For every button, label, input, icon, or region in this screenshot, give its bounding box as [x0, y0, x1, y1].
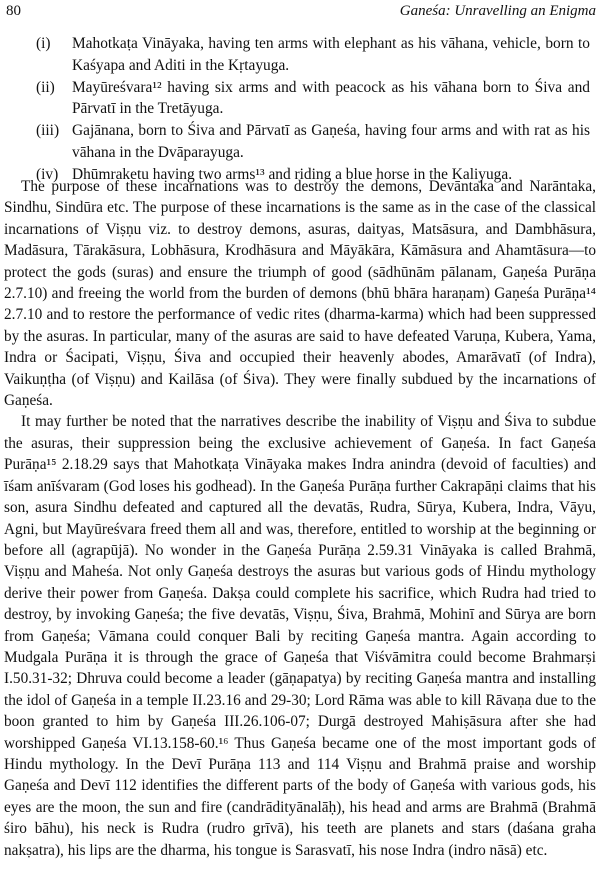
list-item	[0, 77, 600, 121]
page-number: 80	[6, 3, 21, 19]
body-text	[4, 176, 596, 861]
list-item-text: Gajānana, born to Śiva and Pārvatī as Gaṇeśa, having four arms and with rat as his vāhana in the Dvāparayuga.	[72, 122, 590, 161]
list-item-text: Mayūreśvara¹² having six arms and with peacock as his vāhana born to Śiva and Pārvatī in the Tretāyuga.	[72, 78, 590, 118]
list-item-number: (i)	[36, 35, 51, 52]
list-item-number: (ii)	[36, 78, 55, 96]
list-item-text: Mahotkaṭa Vināyaka, having ten arms with elephant as his vāhana, vehicle, born to Kaśyapa and Aditi in the Kṛtayuga.	[72, 35, 590, 74]
list-item-text: Dhūmraketu having two arms¹³ and riding a blue horse in the Kaliyuga.	[72, 165, 513, 183]
running-title: Ganeśa: Unravelling an Enigma	[399, 3, 596, 19]
list-item-number: (iv)	[36, 165, 59, 183]
list-item	[0, 120, 600, 164]
page-header	[0, 0, 600, 22]
list-item-number: (iii)	[36, 122, 60, 140]
incarnation-list	[0, 33, 600, 186]
list-item	[0, 33, 600, 77]
paragraph: It may further be noted that the narratives describe the inability of Viṣṇu and Śiva to subdue the asuras, their suppression being the exclusive achievement of Gaṇeśa. In fact Gaṇeśa Purāṇa¹⁵ 2.18.29 says that Mahotkaṭa Vināyaka makes Indra anindra (devoid of faculties) and īśam anīśvaram (God loses his godhead). In the Gaṇeśa Purāṇa further Cakrapāṇi claims that his son, asura Sindhu defeated and captured all the devatās, Rudra, Sūrya, Kubera, Indra, Vāyu, Agni, but Mayūreśvara freed them all and was, therefore, entitled to worship at the beginning or before all (agrapūjā). No wonder in the Gaṇeśa Purāṇa 2.59.31 Vināyaka is called Brahmā, Viṣṇu and Maheśa. Not only Gaṇeśa destroys the asuras but various gods of Hindu mythology derive their power from Gaṇeśa. Dakṣa could complete his sacrifice, which Rudra had tried to destroy, by invoking Gaṇeśa; the five devatās, Viṣṇu, Śiva, Brahmā, Mohinī and Sūrya are born from Gaṇeśa; Vāmana could conquer Bali by reciting Gaṇeśa mantra. Again according to Mudgala Purāṇa it is through the grace of Gaṇeśa that Viśvāmitra could become Brahmarṣi I.50.31-32; Dhruva could become a leader (gāṇapatya) by reciting Gaṇeśa mantra and installing the idol of Gaṇeśa in a temple II.23.16 and 29-30; Lord Rāma was able to kill Rāvaṇa due to the boon granted to him by Gaṇeśa III.26.106-07; Durgā destroyed Mahiṣāsura after she had worshipped Gaṇeśa VI.13.158-60.¹⁶ Thus Gaṇeśa became one of the most important gods of Hindu mythology. In the Devī Purāṇa 113 and 114 Viṣṇu and Brahmā praise and worship Gaṇeśa and Devī 112 identifies the different parts of the body of Gaṇeśa with various gods, his eyes are the moon, the sun and fire (candrādityānalāḥ), his head and arms are Brahmā (Brahmā śiro bāhu), his neck is Rudra (rudro grīvā), his teeth are planets and stars (daśana graha nakṣatra), his lips are the dharma, his tongue is Sarasvatī, his nose Indra (indro nāsā) etc.	[4, 413, 596, 859]
paragraph: The purpose of these incarnations was to destroy the demons, Devāntaka and Narāntaka, Sindhu, Sindūra etc. The purpose of these incarnations is the same as in the case of the classical incarnations of Viṣṇu viz. to destroy demons, asuras, daityas, Matsāsura, and Dambhāsura, Madāsura, Tārakāsura, Lobhāsura, Krodhāsura and Māyākāra, Kāmāsura and Ahamtāsura—to protect the gods (suras) and ensure the triumph of good (sādhūnām pālanam, Gaṇeśa Purāṇa 2.7.10) and freeing the world from the burden of demons (bhū bhāra haraṇam) Gaṇeśa Purāṇa¹⁴ 2.7.10 and to restore the performance of vedic rites (dharma-karma) which had been suppressed by the asuras. In particular, many of the asuras are said to have defeated Varuṇa, Kubera, Yama, Indra or Śacipati, Viṣṇu, Śiva and occupied their heavenly abodes, Amarāvatī (of Indra), Vaikuṇṭha (of Viṣṇu) and Kailāsa (of Śiva). They were finally subdued by the incarnations of Gaṇeśa.	[4, 178, 596, 410]
